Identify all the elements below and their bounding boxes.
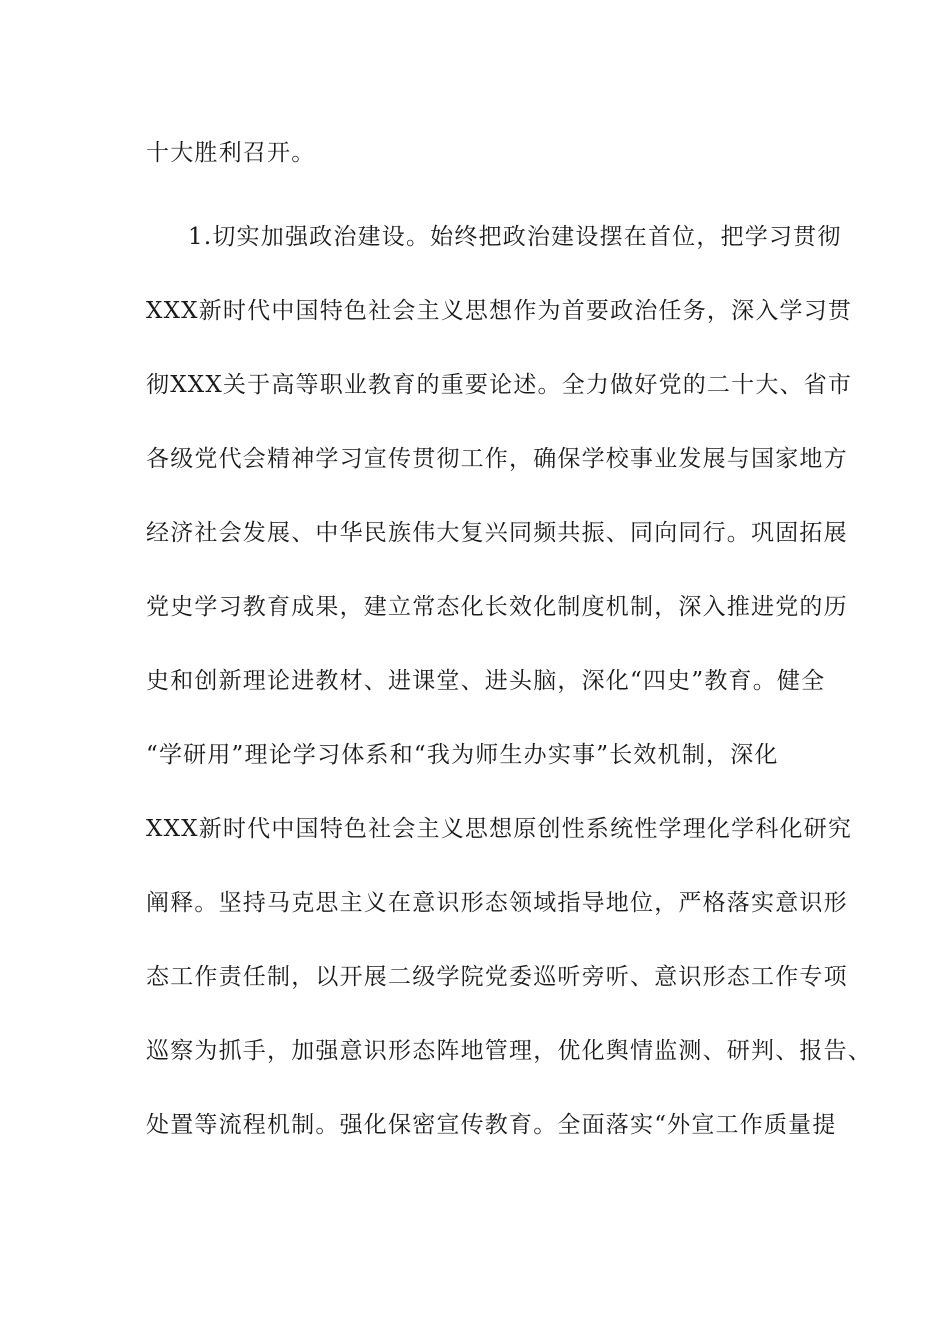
text-line-10: XXX新时代中国特色社会主义思想原创性系统性学理化学科化研究 bbox=[146, 816, 853, 842]
text-line-3: XXX新时代中国特色社会主义思想作为首要政治任务，深入学习贯 bbox=[146, 298, 853, 324]
text-line-7: 党史学习教育成果，建立常态化长效化制度机制，深入推进党的历 bbox=[146, 594, 848, 620]
text-line-9: “学研用”理论学习体系和“我为师生办实事”长效机制，深化 bbox=[146, 742, 779, 768]
text-line-13: 巡察为抓手，加强意识形态阵地管理，优化舆情监测、研判、报告、 bbox=[146, 1038, 872, 1064]
text-line-1: 十大胜利召开。 bbox=[146, 140, 316, 166]
text-line-4: 彻XXX关于高等职业教育的重要论述。全力做好党的二十大、省市 bbox=[146, 372, 853, 398]
text-line-6: 经济社会发展、中华民族伟大复兴同频共振、同向同行。巩固拓展 bbox=[146, 520, 848, 546]
text-line-8: 史和创新理论进教材、进课堂、进头脑，深化“四史”教育。健全 bbox=[146, 668, 826, 694]
text-line-5: 各级党代会精神学习宣传贯彻工作，确保学校事业发展与国家地方 bbox=[146, 446, 848, 472]
text-line-11: 阐释。坚持马克思主义在意识形态领域指导地位，严格落实意识形 bbox=[146, 890, 848, 916]
text-line-2: 1.切实加强政治建设。始终把政治建设摆在首位，把学习贯彻 bbox=[188, 224, 842, 250]
text-line-12: 态工作责任制，以开展二级学院党委巡听旁听、意识形态工作专项 bbox=[146, 964, 848, 990]
text-line-14: 处置等流程机制。强化保密宣传教育。全面落实“外宣工作质量提 bbox=[146, 1112, 837, 1138]
